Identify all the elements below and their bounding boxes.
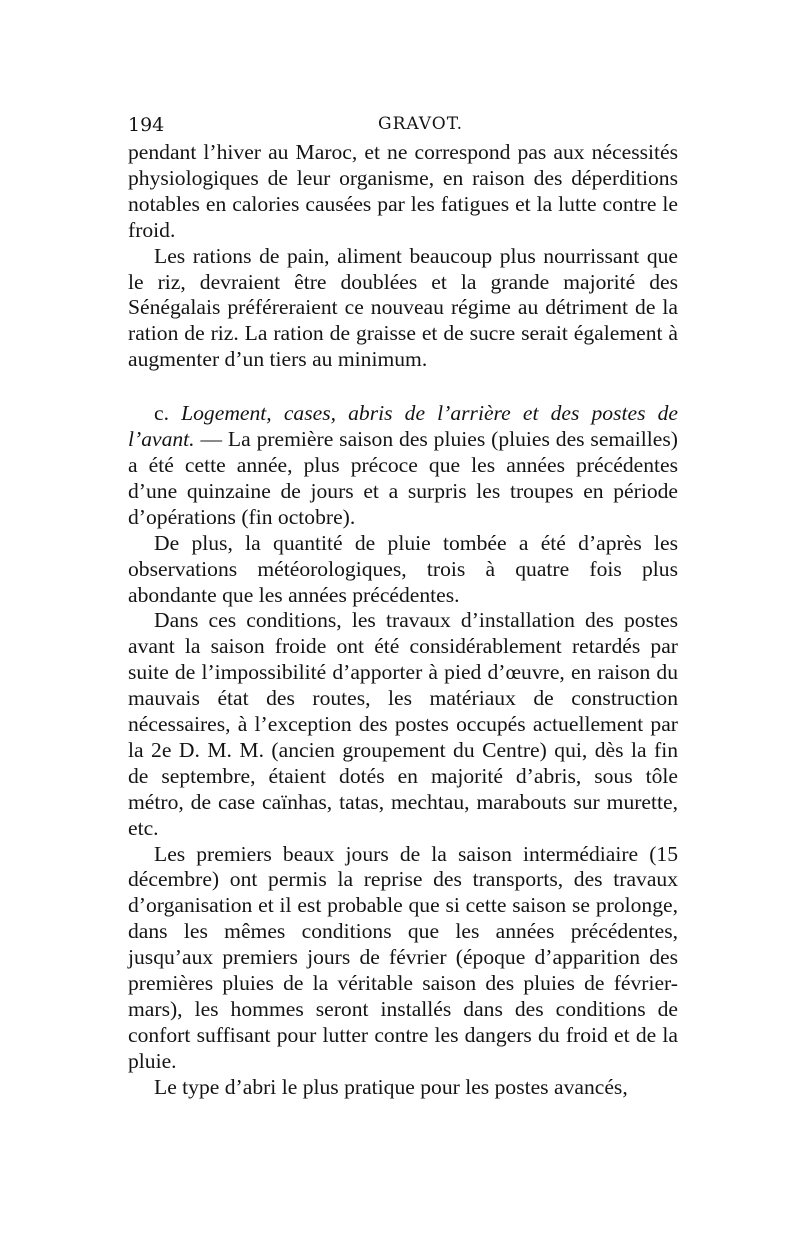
section-title: Logement, cases, abris de l’arrière et des postes de l’avant.: [128, 401, 678, 452]
running-title: GRAVOT.: [378, 114, 463, 134]
page-number: 194: [128, 114, 165, 136]
paragraph-continuation: pendant l’hiver au Maroc, et ne correspond pas aux nécessités physiologiques de leur organisme, en raison des déperditions notables en calories causées par les fatigues et la lutte contre le froid.: [128, 140, 678, 242]
paragraph-conditions: Dans ces conditions, les travaux d’installation des postes avant la saison froide ont été considérablement retardés par suite de l’impossibilité d’apporter à pied d’œuvre, en raison du mauvais état des routes, les matériaux de construction nécessaires, à l’exception des postes occupés actuellement par la 2e D. M. M. (ancien groupement du Centre) qui, dès la fin de septembre, étaient dotés en majorité d’abris, sous tôle métro, de case caïnhas, tatas, mechtau, marabouts sur murette, etc.: [128, 608, 678, 840]
paragraph-section-c: [128, 401, 678, 531]
page-header: [128, 100, 678, 140]
paragraph-rainfall: De plus, la quantité de pluie tombée a été d’après les observations météorologiques, trois à quatre fois plus abondante que les années précédentes.: [128, 530, 678, 607]
section-dash: —: [200, 427, 223, 452]
paragraph-season: Les premiers beaux jours de la saison intermédiaire (15 décembre) ont permis la reprise des transports, des travaux d’organisation et il est probable que si cette saison se prolonge, dans les mêmes conditions que les années précédentes, jusqu’aux premiers jours de février (époque d’apparition des premières pluies de la véritable saison des pluies de février-mars), les hommes seront installés dans des conditions de confort suffisant pour lutter contre les dangers du froid et de la pluie.: [128, 841, 678, 1073]
document-page: [128, 100, 678, 1101]
paragraph-rations: Les rations de pain, aliment beaucoup plus nourrissant que le riz, devraient être doublées et la grande majorité des Sénégalais préféreraient ce nouveau régime au détriment de la ration de riz. La ration de graisse et de sucre serait également à augmenter d’un tiers au minimum.: [128, 243, 678, 372]
section-spacer: [128, 373, 678, 401]
section-letter: c.: [154, 401, 169, 426]
section-text: La première saison des pluies (pluies des semailles) a été cette année, plus précoce que les années précédentes d’une quinzaine de jours et a surpris les troupes en période d’opérations (fin octobre).: [128, 427, 678, 529]
paragraph-shelter-type: Le type d’abri le plus pratique pour les postes avancés,: [154, 1074, 628, 1099]
